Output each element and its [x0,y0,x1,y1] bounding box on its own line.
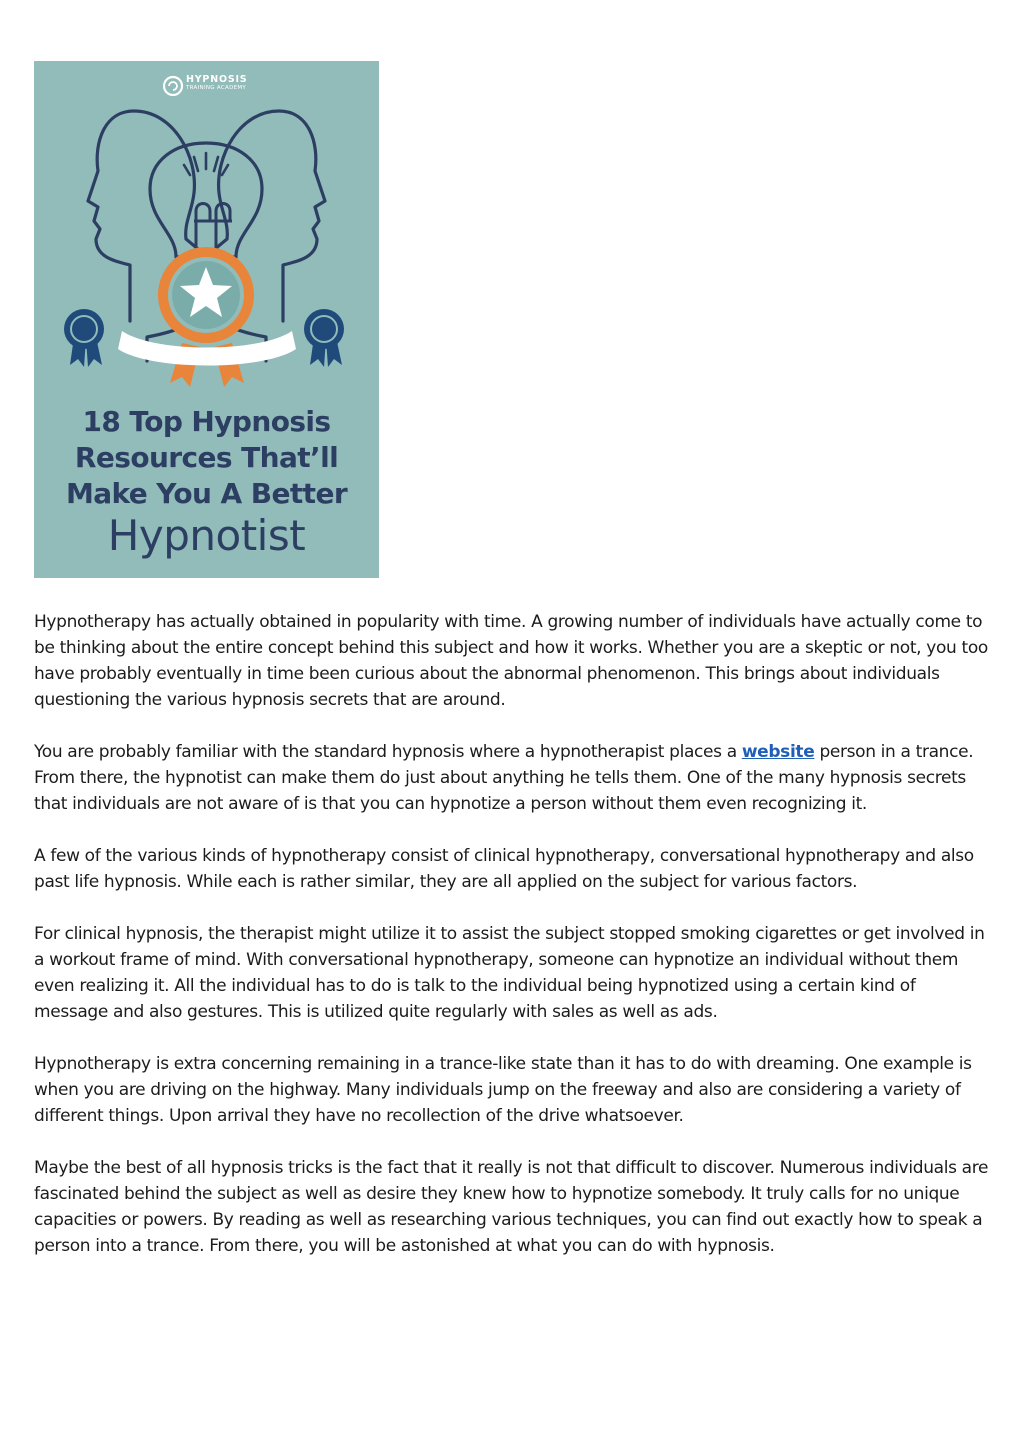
brand-logo [186,74,247,92]
brand-subtitle: TRAINING ACADEMY [186,85,247,91]
cover-title-line-3: Make You A Better [65,477,348,510]
cover-image [34,61,379,578]
paragraph-4: For clinical hypnosis, the therapist might utilize it to assist the subject stopped smoking cigarettes or get involved in a workout frame of mind. With conversational hypnotherapy, someone can hypnotize an individual without them even realizing it. All the individual has to do is talk to the individual being hypnotized using a certain kind of message and also gestures. This is utilized quite regularly with sales as well as ads. [34,924,985,1022]
cover-title-line-4: Hypnotist [107,511,306,560]
paragraph-2-after: person in a trance. From there, the hypnotist can make them do just about anything he tells them. One of the many hypnosis secrets that individuals are not aware of is that you can hypnotize a person without them even recognizing it. [34,742,974,814]
article-body [34,609,992,1285]
lightbulb-icon [150,143,262,257]
star-medal-icon [158,247,254,343]
cover-title-line-2: Resources That’ll [74,441,339,474]
rosette-badge-left-icon [64,309,104,367]
paragraph-6: Maybe the best of all hypnosis tricks is the fact that it really is not that difficult to discover. Numerous individuals are fascinated behind the subject as well as desire they knew how to hypnotize somebody. It truly calls for no unique capacities or powers. By reading as well as researching various techniques, you can find out exactly how to speak a person into a trance. From there, you will be astonished at what you can do with hypnosis. [34,1158,989,1256]
paragraph-5: Hypnotherapy is extra concerning remaining in a trance-like state than it has to do with dreaming. One example is when you are driving on the highway. Many individuals jump on the freeway and also are considering a variety of different things. Upon arrival they have no recollection of the drive whatsoever. [34,1054,972,1126]
paragraph-2-before: You are probably familiar with the standard hypnosis where a hypnotherapist places a [34,742,742,762]
cover-title-line-1: 18 Top Hypnosis [82,405,331,438]
spiral-head-icon [164,77,182,95]
paragraph-1: Hypnotherapy has actually obtained in popularity with time. A growing number of individuals have actually come to be thinking about the entire concept behind this subject and how it works. Whether you are a skeptic or not, you too have probably eventually in time been curious about the abnormal phenomenon. This brings about individuals questioning the various hypnosis secrets that are around. [34,612,988,710]
brand-name: HYPNOSIS [186,74,248,85]
paragraph-2 [34,739,992,817]
rosette-badge-right-icon [304,309,344,367]
website-link[interactable]: website [741,742,815,762]
paragraph-3: A few of the various kinds of hypnotherapy consist of clinical hypnotherapy, conversational hypnotherapy and also past life hypnosis. While each is rather similar, they are all applied on the subject for various factors. [34,846,974,892]
